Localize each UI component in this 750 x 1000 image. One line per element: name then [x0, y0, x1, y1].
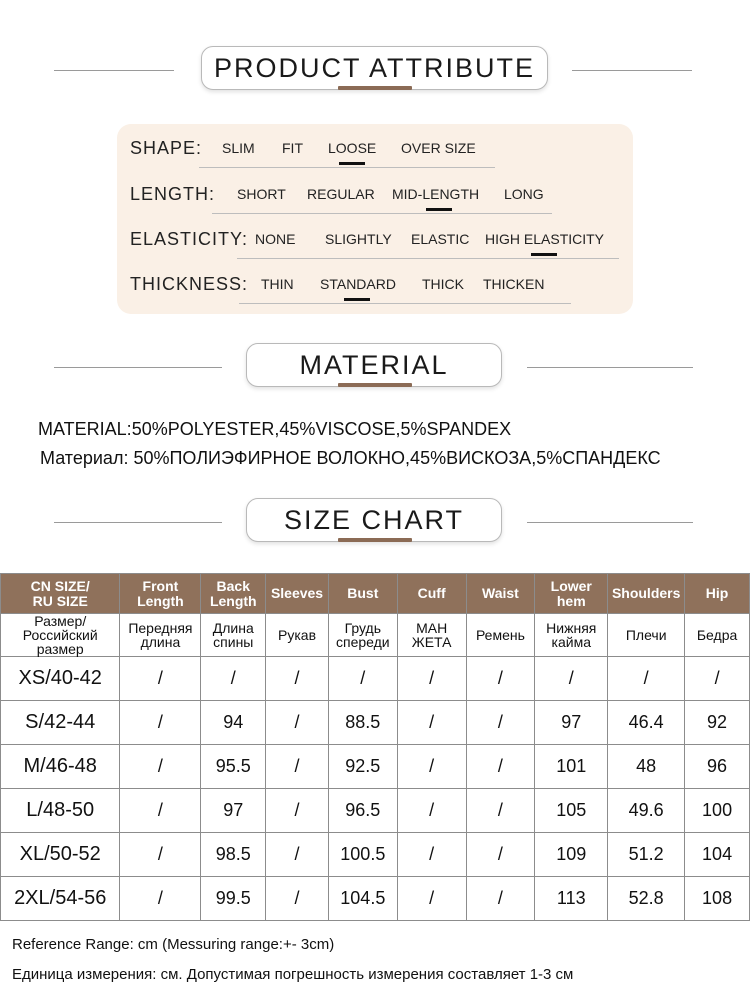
material-ru-label: Материал: [40, 448, 129, 468]
table-row [1, 789, 750, 833]
material-ru-value: 50%ПОЛИЭФИРНОЕ ВОЛОКНО,45%ВИСКОЗА,5%СПАНДЕКС [133, 448, 661, 468]
table-cell: 46.4 [608, 701, 685, 745]
selected-marker [426, 208, 452, 211]
option: NONE [255, 231, 296, 247]
table-cell: 97 [535, 701, 608, 745]
table-cell: 99.5 [201, 877, 266, 921]
table-cell: / [397, 745, 466, 789]
material-section-header [0, 343, 750, 395]
title-accent [338, 86, 412, 90]
attribute-row-shape [117, 134, 633, 164]
material-en [38, 419, 511, 440]
table-cell: / [397, 789, 466, 833]
table-cell: / [466, 745, 535, 789]
table-cell: Ремень [466, 614, 535, 657]
table-cell: L/48-50 [1, 789, 120, 833]
table-cell: / [466, 657, 535, 701]
table-cell: 101 [535, 745, 608, 789]
table-cell: 88.5 [328, 701, 397, 745]
row-underline [239, 303, 571, 304]
table-cell: 94 [201, 701, 266, 745]
table-cell: S/42-44 [1, 701, 120, 745]
table-row [1, 877, 750, 921]
table-cell: Back Length [201, 574, 266, 614]
table-cell: 51.2 [608, 833, 685, 877]
option: REGULAR [307, 186, 375, 202]
table-cell: CN SIZE/ RU SIZE [1, 574, 120, 614]
attribute-row-elasticity [117, 225, 633, 255]
option: SLIGHTLY [325, 231, 392, 247]
table-cell: / [266, 701, 329, 745]
attribute-label: LENGTH: [130, 184, 216, 204]
table-cell: 113 [535, 877, 608, 921]
table-cell: Грудь спереди [328, 614, 397, 657]
title-accent [338, 383, 412, 387]
selected-marker [344, 298, 370, 301]
table-cell: / [120, 745, 201, 789]
row-underline [237, 258, 619, 259]
row-underline [199, 167, 495, 168]
title-accent [338, 538, 412, 542]
table-cell: M/46-48 [1, 745, 120, 789]
option: SLIM [222, 140, 255, 156]
table-cell: / [120, 789, 201, 833]
attribute-title: PRODUCT ATTRIBUTE [201, 46, 548, 90]
table-cell: / [120, 657, 201, 701]
table-cell: Размер/ Российский размер [1, 614, 120, 657]
table-cell: 97 [201, 789, 266, 833]
table-cell: 92 [685, 701, 750, 745]
option: THICK [422, 276, 464, 292]
table-cell: Bust [328, 574, 397, 614]
table-cell: 104 [685, 833, 750, 877]
option: THICKEN [483, 276, 545, 292]
divider-right [527, 522, 693, 523]
table-cell: / [397, 701, 466, 745]
row-underline [212, 213, 552, 214]
table-cell: 109 [535, 833, 608, 877]
table-cell: 2XL/54-56 [1, 877, 120, 921]
table-cell: 100 [685, 789, 750, 833]
attribute-label: THICKNESS: [130, 274, 249, 294]
table-cell: 49.6 [608, 789, 685, 833]
divider-right [572, 70, 692, 71]
selected-marker [339, 162, 365, 165]
table-cell: / [266, 745, 329, 789]
table-cell: Плечи [608, 614, 685, 657]
table-cell: Sleeves [266, 574, 329, 614]
table-cell: / [466, 789, 535, 833]
attribute-row-thickness [117, 270, 633, 300]
table-cell: 92.5 [328, 745, 397, 789]
table-cell: / [535, 657, 608, 701]
selected-marker [531, 253, 557, 256]
table-cell: / [397, 833, 466, 877]
option-selected: STANDARD [320, 276, 396, 292]
table-cell: / [397, 877, 466, 921]
table-cell: МАН ЖЕТА [397, 614, 466, 657]
table-cell: / [466, 833, 535, 877]
reference-note-ru: Единица измерения: см. Допустимая погрешность измерения составляет 1-3 см [12, 966, 574, 983]
table-cell: / [397, 657, 466, 701]
material-ru [40, 448, 661, 469]
table-cell: / [685, 657, 750, 701]
table-cell: XL/50-52 [1, 833, 120, 877]
table-cell: / [201, 657, 266, 701]
option: THIN [261, 276, 294, 292]
table-cell: Front Length [120, 574, 201, 614]
table-cell: 96.5 [328, 789, 397, 833]
size-title: SIZE CHART [246, 498, 502, 542]
material-en-label: MATERIAL: [38, 419, 132, 439]
material-title: MATERIAL [246, 343, 502, 387]
attribute-label: SHAPE: [130, 138, 203, 158]
table-cell: Shoulders [608, 574, 685, 614]
divider-right [527, 367, 693, 368]
table-cell: / [266, 789, 329, 833]
attribute-section-header [0, 46, 750, 98]
table-header-row-ru [1, 614, 750, 657]
option-selected: LOOSE [328, 140, 377, 156]
divider-left [54, 367, 222, 368]
table-cell: Hip [685, 574, 750, 614]
table-cell: / [120, 701, 201, 745]
table-row [1, 745, 750, 789]
table-cell: 108 [685, 877, 750, 921]
size-section-header [0, 498, 750, 550]
table-cell: / [266, 657, 329, 701]
table-cell: Cuff [397, 574, 466, 614]
table-cell: 98.5 [201, 833, 266, 877]
table-cell: Lower hem [535, 574, 608, 614]
table-header-row [1, 574, 750, 614]
table-cell: Бедра [685, 614, 750, 657]
table-cell: 95.5 [201, 745, 266, 789]
table-cell: XS/40-42 [1, 657, 120, 701]
option: FIT [282, 140, 303, 156]
table-cell: / [120, 833, 201, 877]
size-chart-table [0, 573, 750, 921]
option: SHORT [237, 186, 286, 202]
table-cell: Waist [466, 574, 535, 614]
table-cell: Передняя длина [120, 614, 201, 657]
table-cell: / [466, 877, 535, 921]
table-cell: Нижняя кайма [535, 614, 608, 657]
option: ELASTIC [411, 231, 470, 247]
table-cell: / [466, 701, 535, 745]
table-cell: Рукав [266, 614, 329, 657]
table-cell: 105 [535, 789, 608, 833]
table-cell: 52.8 [608, 877, 685, 921]
table-cell: 100.5 [328, 833, 397, 877]
option: OVER SIZE [401, 140, 476, 156]
table-row [1, 701, 750, 745]
table-cell: / [266, 877, 329, 921]
size-chart-body [1, 574, 750, 921]
table-cell: / [328, 657, 397, 701]
divider-left [54, 70, 174, 71]
table-cell: 48 [608, 745, 685, 789]
attribute-row-length [117, 180, 633, 210]
option-selected: HIGH ELASTICITY [485, 231, 605, 247]
table-row [1, 657, 750, 701]
table-cell: 96 [685, 745, 750, 789]
material-en-value: 50%POLYESTER,45%VISCOSE,5%SPANDEX [131, 419, 512, 439]
table-cell: Длина спины [201, 614, 266, 657]
attribute-label: ELASTICITY: [130, 229, 249, 249]
option: LONG [504, 186, 544, 202]
table-cell: / [608, 657, 685, 701]
table-cell: 104.5 [328, 877, 397, 921]
attribute-panel [117, 124, 633, 314]
option-selected: MID-LENGTH [392, 186, 480, 202]
table-row [1, 833, 750, 877]
table-cell: / [120, 877, 201, 921]
reference-note-en: Reference Range: cm (Messuring range:+- 3cm) [12, 936, 335, 953]
table-cell: / [266, 833, 329, 877]
divider-left [54, 522, 222, 523]
